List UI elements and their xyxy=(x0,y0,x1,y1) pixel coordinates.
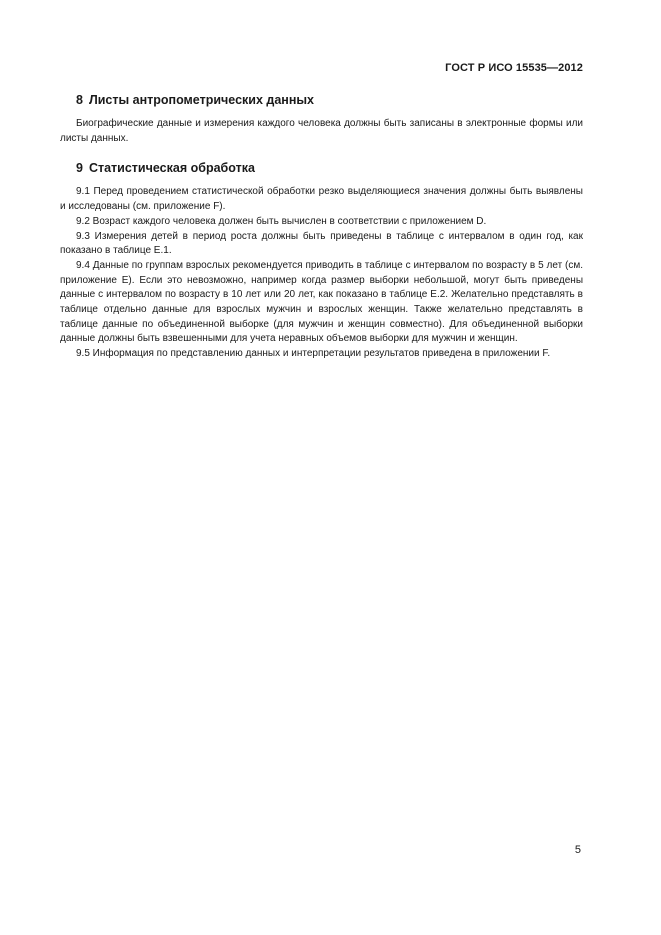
section-number: 9 xyxy=(76,161,83,176)
section-heading: Статистическая обработка xyxy=(88,161,255,176)
page-number: 5 xyxy=(574,844,581,856)
section-heading: Листы антропометрических данных xyxy=(88,93,314,107)
section-8 xyxy=(60,92,583,146)
section-title xyxy=(76,92,583,108)
paragraph-9-5: 9.5 Информация по представлению данных и интерпретации результатов приведена в приложении F. xyxy=(76,348,551,360)
document-code: ГОСТ Р ИСО 15535—2012 xyxy=(445,62,583,74)
paragraph-9-3: 9.3 Измерения детей в период роста должны быть приведены в таблице с интервалом в один год, как показано в таблице Е.1. xyxy=(60,230,583,257)
paragraph: Биографические данные и измерения каждого человека должны быть записаны в электронные формы или листы данных. xyxy=(60,118,583,144)
paragraph-9-4: 9.4 Данные по группам взрослых рекомендуется приводить в таблице с интервалом по возрасту в 5 лет (см. приложение Е). Если это невозможно, например когда размер выборки небольшой, могут быть приведены данные с интервалом по возрасту в 10 лет или 20 лет, как показано в таблице Е.2. Желательно представлять в таблице отдельно данные для взрослых мужчин и взрослых женщин. Также желательно представлять в таблице данные по объединенной выборке (для мужчин и женщин совместно). Для объединенной выборки данные должны быть взвешенными для учета неравных объемов выборки для мужчин и женщин. xyxy=(60,259,583,345)
section-number: 8 xyxy=(76,93,83,107)
page-content xyxy=(60,92,583,375)
section-title xyxy=(76,160,583,176)
paragraph-9-1: 9.1 Перед проведением статистической обработки резко выделяющиеся значения должны быть выявлены и исследованы (см. приложение F). xyxy=(60,186,583,213)
section-9 xyxy=(60,160,583,361)
paragraph-9-2: 9.2 Возраст каждого человека должен быть вычислен в соответствии с приложением D. xyxy=(76,215,487,227)
